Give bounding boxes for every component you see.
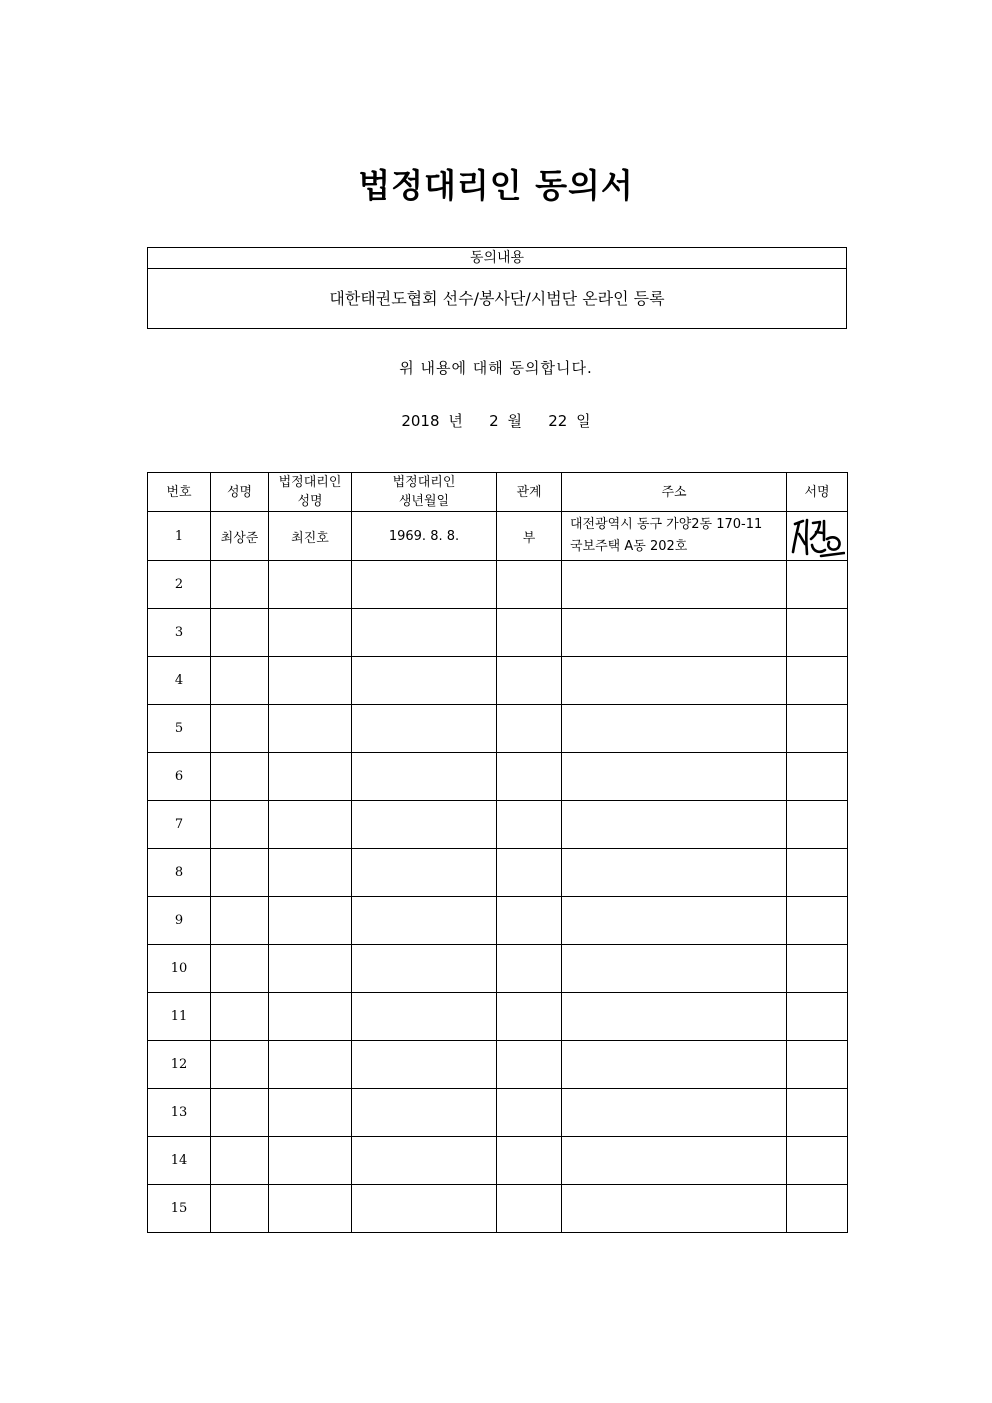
row-signature — [787, 801, 848, 849]
table-header-row — [148, 473, 848, 512]
row-address — [562, 705, 787, 753]
table-row — [148, 1185, 848, 1233]
row-guardian-birth — [352, 897, 497, 945]
row-address — [562, 897, 787, 945]
row-name — [211, 705, 269, 753]
row-signature — [787, 849, 848, 897]
row-name — [211, 609, 269, 657]
row-relation — [497, 1041, 562, 1089]
row-address-line2: 국보주택 A동 202호 — [570, 539, 688, 554]
row-number: 11 — [148, 993, 211, 1041]
table-row — [148, 849, 848, 897]
row-relation — [497, 753, 562, 801]
row-guardian-birth — [352, 1041, 497, 1089]
document-title: 법정대리인 동의서 — [358, 166, 634, 205]
table-row — [148, 753, 848, 801]
row-guardian-name — [269, 993, 352, 1041]
row-guardian-name — [269, 1185, 352, 1233]
row-guardian-name — [269, 609, 352, 657]
row-guardian-birth — [352, 657, 497, 705]
row-number: 8 — [148, 849, 211, 897]
header-number: 번호 — [148, 473, 211, 512]
row-address — [562, 801, 787, 849]
row-name — [211, 897, 269, 945]
row-number: 5 — [148, 705, 211, 753]
row-number: 2 — [148, 561, 211, 609]
row-guardian-birth — [352, 1089, 497, 1137]
row-address — [562, 1089, 787, 1137]
consent-box — [147, 247, 847, 329]
row-number: 9 — [148, 897, 211, 945]
row-guardian-name — [269, 561, 352, 609]
row-relation: 부 — [497, 512, 562, 561]
consent-content: 대한태권도협회 선수/봉사단/시범단 온라인 등록 — [329, 289, 665, 308]
consent-header: 동의내용 — [148, 248, 846, 269]
row-signature — [787, 1185, 848, 1233]
row-relation — [497, 1137, 562, 1185]
row-guardian-name — [269, 1041, 352, 1089]
row-guardian-birth — [352, 993, 497, 1041]
row-guardian-birth: 1969. 8. 8. — [352, 512, 497, 561]
row-signature — [787, 753, 848, 801]
row-guardian-name — [269, 849, 352, 897]
row-signature — [787, 1137, 848, 1185]
row-signature — [787, 705, 848, 753]
row-guardian-birth — [352, 801, 497, 849]
row-guardian-name — [269, 1089, 352, 1137]
row-number: 3 — [148, 609, 211, 657]
row-address — [562, 609, 787, 657]
row-guardian-birth — [352, 561, 497, 609]
header-name: 성명 — [211, 473, 269, 512]
table-row — [148, 993, 848, 1041]
row-guardian-birth — [352, 945, 497, 993]
row-address — [562, 849, 787, 897]
row-relation — [497, 801, 562, 849]
row-relation — [497, 657, 562, 705]
row-signature — [787, 561, 848, 609]
row-address — [562, 1185, 787, 1233]
row-name — [211, 561, 269, 609]
row-name — [211, 657, 269, 705]
row-number: 4 — [148, 657, 211, 705]
row-name — [211, 849, 269, 897]
table-row — [148, 897, 848, 945]
row-guardian-name — [269, 753, 352, 801]
row-address — [562, 657, 787, 705]
header-signature: 서명 — [787, 473, 848, 512]
row-address — [562, 512, 787, 561]
row-number: 7 — [148, 801, 211, 849]
row-guardian-name — [269, 945, 352, 993]
row-number: 12 — [148, 1041, 211, 1089]
row-address — [562, 945, 787, 993]
row-signature — [787, 609, 848, 657]
row-address — [562, 1137, 787, 1185]
table-row — [148, 1089, 848, 1137]
row-address — [562, 1041, 787, 1089]
row-signature — [787, 1089, 848, 1137]
row-number: 1 — [148, 512, 211, 561]
row-name — [211, 1137, 269, 1185]
row-name — [211, 945, 269, 993]
row-signature — [787, 945, 848, 993]
row-guardian-birth — [352, 1185, 497, 1233]
table-row — [148, 561, 848, 609]
header-guardian-birth-line2: 생년월일 — [398, 494, 450, 509]
date-year-unit: 년 — [448, 412, 463, 430]
row-name — [211, 993, 269, 1041]
row-number: 15 — [148, 1185, 211, 1233]
row-guardian-birth — [352, 705, 497, 753]
agreement-statement: 위 내용에 대해 동의합니다. — [399, 359, 593, 377]
header-relation: 관계 — [497, 473, 562, 512]
row-relation — [497, 849, 562, 897]
row-signature — [787, 993, 848, 1041]
row-number: 14 — [148, 1137, 211, 1185]
date-year: 2018 — [401, 412, 440, 430]
date-month-unit: 월 — [507, 412, 522, 430]
table-row — [148, 512, 848, 561]
row-number: 6 — [148, 753, 211, 801]
row-relation — [497, 1185, 562, 1233]
date-day-unit: 일 — [576, 412, 591, 430]
registration-table — [147, 472, 848, 1233]
row-name — [211, 1041, 269, 1089]
row-guardian-birth — [352, 1137, 497, 1185]
row-name — [211, 1185, 269, 1233]
table-row — [148, 609, 848, 657]
row-address — [562, 753, 787, 801]
header-guardian-name-line1: 법정대리인 — [278, 475, 342, 490]
row-name — [211, 1089, 269, 1137]
date-month: 2 — [489, 412, 499, 430]
row-relation — [497, 561, 562, 609]
row-relation — [497, 1089, 562, 1137]
row-address — [562, 561, 787, 609]
row-signature — [787, 512, 848, 561]
row-relation — [497, 993, 562, 1041]
table-row — [148, 801, 848, 849]
row-guardian-name: 최진호 — [269, 512, 352, 561]
row-guardian-birth — [352, 753, 497, 801]
header-guardian-name-line2: 성명 — [297, 494, 323, 509]
handwritten-signature — [789, 514, 845, 558]
header-guardian-birth-line1: 법정대리인 — [392, 475, 456, 490]
row-guardian-name — [269, 801, 352, 849]
table-row — [148, 705, 848, 753]
row-guardian-birth — [352, 609, 497, 657]
row-guardian-birth — [352, 849, 497, 897]
date-day: 22 — [548, 412, 568, 430]
row-guardian-name — [269, 705, 352, 753]
row-number: 10 — [148, 945, 211, 993]
row-number: 13 — [148, 1089, 211, 1137]
header-address: 주소 — [562, 473, 787, 512]
row-relation — [497, 609, 562, 657]
row-signature — [787, 897, 848, 945]
row-relation — [497, 897, 562, 945]
date-line — [0, 410, 992, 431]
row-signature — [787, 1041, 848, 1089]
row-signature — [787, 657, 848, 705]
header-guardian-name — [269, 473, 352, 512]
row-relation — [497, 945, 562, 993]
row-relation — [497, 705, 562, 753]
table-row — [148, 945, 848, 993]
header-guardian-birth — [352, 473, 497, 512]
row-name: 최상준 — [211, 512, 269, 561]
row-address — [562, 993, 787, 1041]
table-row — [148, 1041, 848, 1089]
table-row — [148, 657, 848, 705]
row-address-line1: 대전광역시 동구 가양2동 170-11 — [570, 517, 763, 532]
row-name — [211, 753, 269, 801]
row-guardian-name — [269, 897, 352, 945]
row-name — [211, 801, 269, 849]
row-guardian-name — [269, 657, 352, 705]
row-guardian-name — [269, 1137, 352, 1185]
table-row — [148, 1137, 848, 1185]
